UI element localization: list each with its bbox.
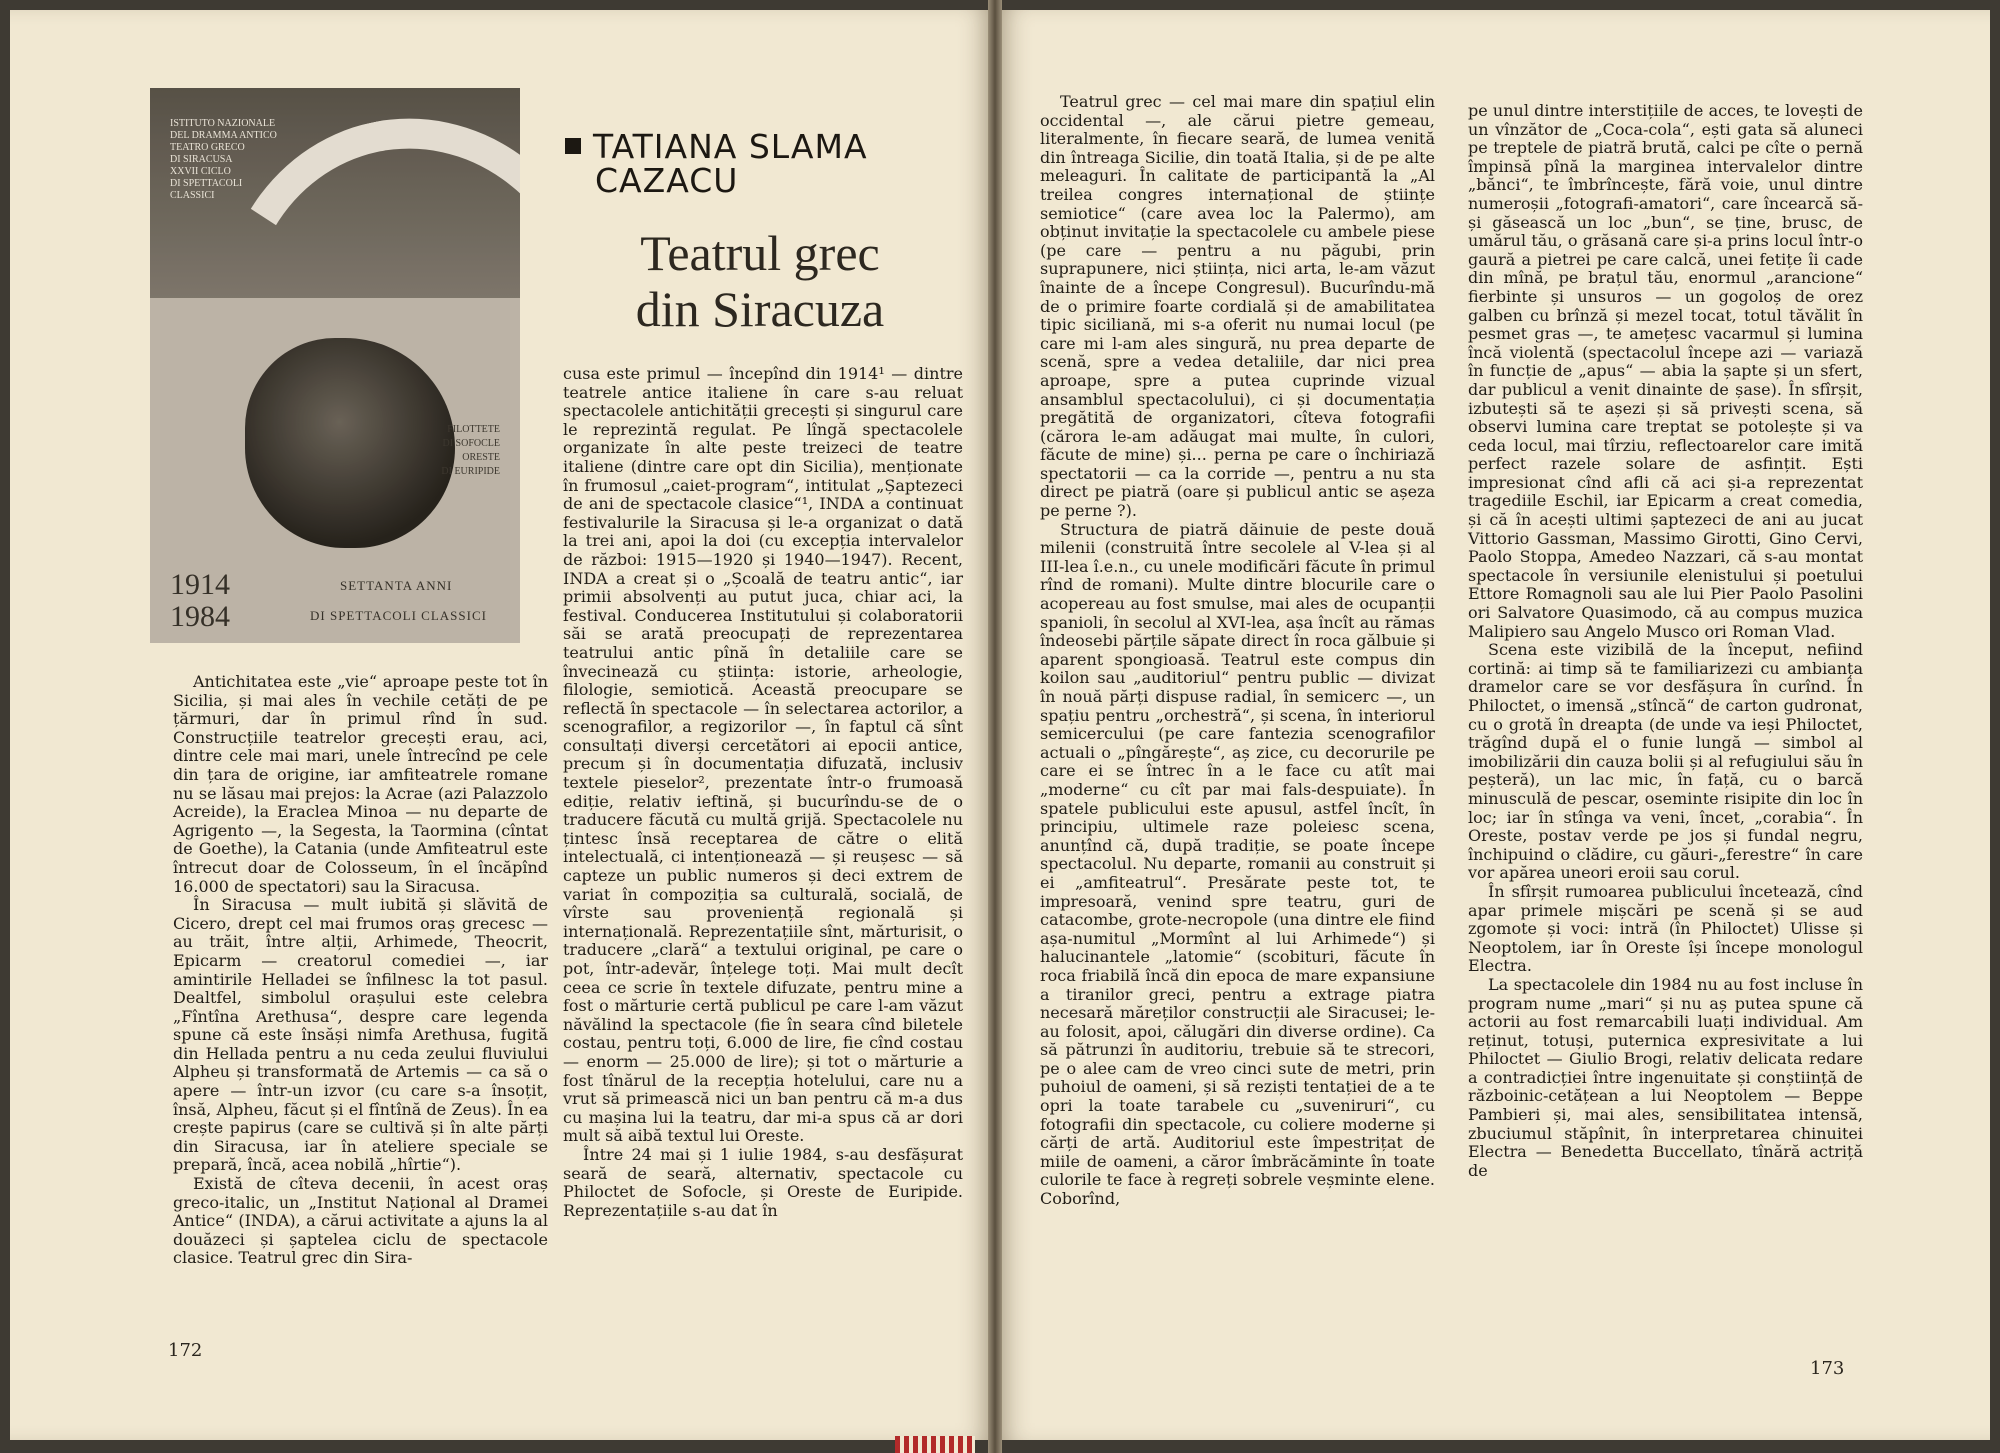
right-column-1: [1040, 93, 1435, 1209]
page-number-left: 172: [168, 1340, 203, 1361]
paragraph: Între 24 mai și 1 iulie 1984, s-au desfășurat seară de seară, alternativ, spectacole cu Philoctet de Sofocle, și Oreste de Euripide. Reprezentațiile s-au dat în: [563, 1144, 963, 1220]
right-column-2: [1468, 102, 1863, 1180]
book-gutter: [988, 0, 1002, 1453]
paragraph: pe unul dintre interstițiile de acces, te lovești de un vînzător de „Coca-cola“, ești gata să aluneci pe treptele de piatră brută, calci pe cîte o pernă împinsă pînă la marginea intervalelor dintre „bănci“, te îmbrîncește, fără voie, unul dintre numeroșii „fotografi-amatori“, care încearcă să-și găsească un loc „bun“, se ține, brusc, de umărul tău, o grăsană care și-a prins locul într-o gaură a pietrei pe care calcă, unei fetițe îi cade din mînă, pe brațul tău, enormul „arancione“ fierbinte și unsuros — un gogoloș de orez galben cu brînză și mezel tocat, totul tăvălit în pesmet gras —, te amețesc vacarmul și lumina încă violentă (spectacolul începe azi — variază în funcție de „apus“ — abia la șapte și un sfert, dar publicul a venit dinainte de șase). În sfîrșit, izbutești să te așezi și să privești scena, să observi lumina care treptat se potolește și va ceda locul, mai tîrziu, reflectoarelor care imită perfect razele solare de asfințit. Ești impresionat cînd afli că aci și-a reprezentat tragediile Eschil, iar Epicarm a creat comedia, și că în acești ultimi șaptezeci de ani au jucat Vittorio Gassman, Massimo Girotti, Gino Cervi, Paolo Stoppa, Amedeo Nazzari, că s-au montat spectacole în versiunile elenistului și poetului Ettore Romagnoli sau ale lui Pier Paolo Pasolini ori Salvatore Quasimodo, că au compus muzica Malipiero sau Angelo Musco ori Roman Vlad.: [1468, 101, 1863, 641]
poster-caption-line2: DI SPETTACOLI CLASSICI: [310, 608, 487, 623]
article-author: [565, 127, 868, 200]
left-column-2: [563, 365, 963, 1220]
paragraph: În sfîrșit rumoarea publicului încetează, cînd apar primele mișcări pe scenă și se aud zgomote și voci: intră (în Philoctet) Ulisse și Neoptolem, iar în Oreste își începe monologul Electra.: [1468, 881, 1863, 976]
paragraph: Scena este vizibilă de la început, nefiind cortină: ai timp să te familiarizezi cu ambianța dramelor care se vor desfășura în curînd. În Philoctet, o imensă „stîncă“ de carton gudronat, cu o grotă în dreapta (de unde va ieși Philoctet, trăgînd după el o funie lungă — simbol al imobilizării din cauza bolii și al refugiului său în peșteră), un lac mic, în față, cu o barcă minusculă de pescar, oseminte risipite din loc în loc; iar în stînga va veni, încet, „corabia“. În Oreste, postav verde pe jos și fundal negru, închipuind o clădire, cu găuri-„ferestre“ în care vor apărea uneori eroii sau corul.: [1468, 640, 1863, 883]
article-title: [610, 225, 910, 337]
poster-plays-text: FILOTTETE DI SOFOCLE ORESTE DI EURIPIDE: [441, 424, 500, 477]
right-page: [1000, 10, 1990, 1440]
left-column-1: [173, 673, 548, 1268]
paragraph: cusa este primul — începînd din 1914¹ — dintre teatrele antice italiene în care s-au reluat spectacolele antichității grecești și singurul care le reprezintă regulat. Pe lîngă spectacolele organizate în alte peste treizeci de teatre italiene (dintre care opt din Sicilia), menționate în frumosul „caiet-program“, intitulat „Șaptezeci de ani de spectacole clasice“¹, INDA a continuat festivalurile la Siracusa și le-a organizat o dată la trei ani, apoi la doi (cu excepția intervalelor de război: 1915—1920 și 1940—1947). Recent, INDA a creat și o „Școală de teatru antic“, iar primii absolvenți au putut juca, chiar aci, la festival. Conducerea Institutului și colaboratorii săi se arată preocupați de reprezentarea teatrului antic pînă în detaliile care se învecinează cu știința: istorie, arheologie, filologie, semiotică. Această preocupare se reflectă în spectacole — în selectarea actorilor, a scenografilor, a regizorilor —, în faptul că sînt consultați diverși cercetători ai epocii antice, precum și în documentația difuzată, inclusiv textele pieselor², prezentate într-o frumoasă ediție, relativ ieftină, și bucurîndu-se de o traducere făcută cu multă grijă. Spectacolele nu țintesc însă receptarea de către o elită intelectuală, ci intenționează — și reușesc — să capteze un public numeros și deci extrem de variat în compoziția sa culturală, socială, de vîrste sau proveniență regională și internațională. Reprezentațiile sînt, mărturisit, o traducere „clară“ a textului original, pe care o pot, într-adevăr, înțelege toți. Mai mult decît ceea ce scrie în textele difuzate, pentru mine a fost o mărturie certă publicul pe care l-am văzut năvălind la spectacole (fie în seara cînd biletele costau, pentru toți, 6.000 de lire, fie cînd costau — enorm — 25.000 de lire); și tot o mărturie a fost tînărul de la recepția hotelului, care nu a vrut să primească nici un ban pentru că m-a dus cu mașina lui la teatru, dar mi-a spus că ar dori mult să aibă textul lui Oreste.: [563, 364, 963, 1146]
poster-year-end: 1984: [170, 600, 230, 633]
author-line1: TATIANA SLAMA: [593, 127, 868, 166]
poster-caption-line1: SETTANTA ANNI: [340, 578, 453, 593]
title-line1: Teatrul grec: [640, 225, 880, 281]
paragraph: Antichitatea este „vie“ aproape peste tot în Sicilia, și mai ales în vechile cetăți de pe țărmuri, dar în primul rînd în sud. Construcțiile teatrelor grecești erau, aci, dintre cele mai mari, unele întrecînd pe cele din țara de origine, iar amfiteatrele romane nu se lăsau mai prejos: la Acrae (azi Palazzolo Acreide), la Eraclea Minoa — nu departe de Agrigento —, la Segesta, la Taormina (cîntat de Goethe), la Catania (unde Amfiteatrul este întrecut doar de Colosseum, în el încăpînd 16.000 de spectatori) sau la Siracusa.: [173, 672, 548, 896]
festival-poster-photo: [150, 88, 520, 643]
poster-institute-text: ISTITUTO NAZIONALE DEL DRAMMA ANTICO TEATRO GRECO DI SIRACUSA XXVII CICLO DI SPETTACOLI CLASSICI: [170, 118, 277, 201]
paragraph: Structura de piatră dăinuie de peste două milenii (construită între secolele al V-lea și al III-lea î.e.n., cu unele modificări făcute în primul rînd de romani). Multe dintre blocurile care o acopereau au fost smulse, mai ales de ocupanții spanioli, în secolul al XVI-lea, așa încît au rămas îndeosebi părțile săpate direct în roca gălbuie și aparent spongioasă. Teatrul este compus din koilon sau „auditoriul“ pentru public — divizat în nouă părți dispuse radial, în semicerc —, un spațiu pentru „orchestră“, și scena, în interiorul semicercului (pe care fantezia scenografilor actuali o „pîngărește“, aș zice, cu decorurile pe care ei se întrec în a le face cu atît mai „moderne“ cu cît par mai fals-despuiate). În spatele publicului este apusul, astfel încît, în principiu, ultimele raze poleiesc scena, anunțînd că, după tradiție, se poate începe spectacolul. Nu departe, romanii au construit și ei „amfiteatrul“. Presărate peste tot, te impresoară, venind spre teatru, guri de catacombe, grote-necropole (una dintre ele fiind așa-numitul „Mormînt al lui Arhimede“) și halucinantele „latomie“ (scobituri, făcute în roca friabilă încă din epoca de mare expansiune a tiranilor greci, pentru a extrage piatra necesară măreților construcții ale Siracusei; le-au folosit, apoi, călugări din diverse ordine). Ca să pătrunzi în auditoriu, trebuie să te strecori, pe o alee cam de vreo cinci sute de metri, prin puhoiul de oameni, și să reziști tentației de a te opri la toate tarabele cu „suveniruri“, cu fotografii din spectacole, cu coliere moderne și cărți de artă. Auditoriul este împestrițat de miile de oameni, a căror îmbrăcăminte în toate culorile te face à regreți sobrele veșminte elene. Coborînd,: [1040, 519, 1436, 1209]
paragraph: Teatrul grec — cel mai mare din spațiul elin occidental —, ale cărui pietre gemeau, literalmente, în fiecare seară, de lumea venită din întreaga Sicilie, din toată Italia, și de pe alte meleaguri. În calitate de participantă la „Al treilea congres internațional de științe semiotice“ (care avea loc la Palermo), am obținut invitație la spectacolele cu ambele piese (pe care — pentru a nu păgubi, prin suprapunere, nici știința, nici arta, le-am văzut înainte de a începe Congresul). Bucurîndu-mă de o primire foarte cordială și de amabilitatea tipic siciliană, mi s-a oferit nu numai locul (pe care mi l-am ales singură, nu prea departe de scenă, spre a vedea detaliile, dar nici prea aproape, spre a putea cuprinde vizual ansamblul spectacolului), ci și documentația pregătită de organizatori, cîteva fotografii (cărora le-am adăugat mai multe, în culori, făcute de mine) și... perna pe care o închiriază spectatorii — ca la corride —, pentru a nu sta direct pe piatră (oare și publicul antic se așeza pe perne ?).: [1040, 92, 1435, 521]
paragraph: În Siracusa — mult iubită și slăvită de Cicero, drept cel mai frumos oraș grecesc — au trăit, între alții, Arhimede, Theocrit, Epicarm — creatorul comediei —, iar amintirile Helladei se înfilnesc la tot pasul. Dealtfel, simbolul orașului este celebra „Fîntîna Arethusa“, despre care legenda spune că este însăși nimfa Arethusa, fugită din Hellada pentru a nu ceda zeului fluviului Alpheu și transformată de Artemis — ca să o apere — într-un izvor (cu care s-a însoțit, însă, Alpheu, făcut și el fîntînă de Zeus). În ea crește papirus (care se cultivă și în alte părți din Siracusa, iar în ateliere speciale se prepară, încă, acea nobilă „hîrtie“).: [173, 895, 548, 1175]
author-line2: CAZACU: [595, 161, 739, 200]
square-bullet-icon: [565, 138, 581, 154]
poster-year-start: 1914: [170, 568, 230, 601]
paragraph: Există de cîteva decenii, în acest oraș greco-italic, un „Institut Național al Dramei Antice“ (INDA), a cărui activitate a ajuns la al douăzeci și șaptelea ciclu de spectacole clasice. Teatrul grec din Sira-: [173, 1174, 548, 1268]
title-line2: din Siracuza: [635, 281, 885, 337]
page-number-right: 173: [1810, 1358, 1845, 1379]
paragraph: La spectacolele din 1984 nu au fost incluse în program nume „mari“ și nu aș putea spune că actorii au fost remarcabili luați individual. Am reținut, totuși, puternica expresivitate a lui Philoctet — Giulio Brogi, relativ delicata redare a contradicției între ingenuitate și conștiință de războinic-cetățean a lui Neoptolem — Beppe Pambieri și, mai ales, sensibilitatea intensă, zbuciumul stăpînit, în interpretarea chinuitei Electra — Benedetta Buccellato, tînără actriță de: [1468, 974, 1863, 1180]
left-page: [10, 10, 990, 1440]
bookmark-ribbon: [895, 1436, 975, 1453]
